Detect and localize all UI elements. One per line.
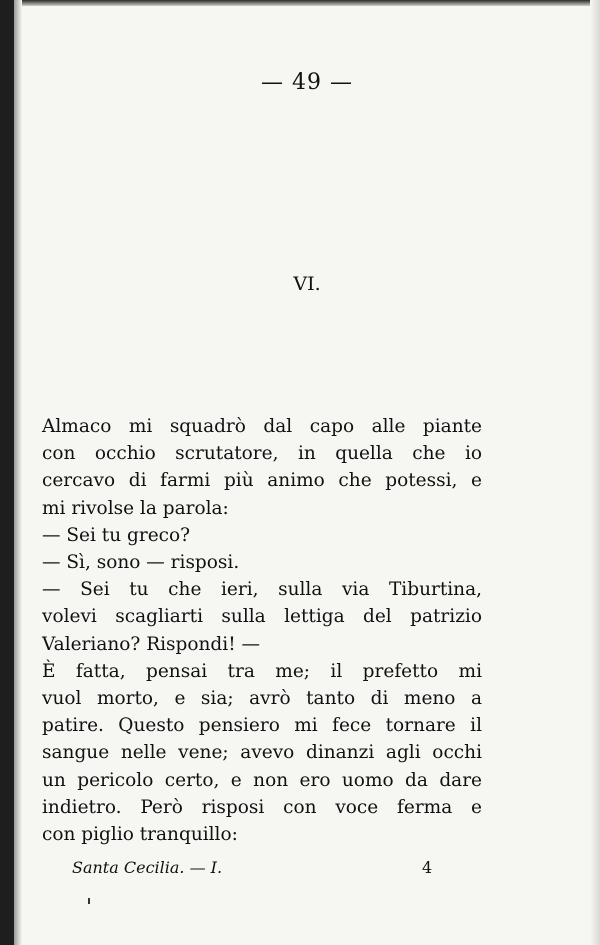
- sheet-number: 4: [422, 858, 433, 877]
- signature-mark: Santa Cecilia. — I.: [72, 858, 223, 877]
- text-line: sangue nelle vene; avevo dinanzi agli occhi: [42, 742, 482, 764]
- text-line: indietro. Però risposi con voce ferma e: [42, 796, 482, 818]
- text-line: patire. Questo pensiero mi fece tornare il: [42, 715, 482, 737]
- text-line: — Sei tu greco?: [42, 524, 191, 546]
- chapter-heading: VI.: [293, 273, 321, 295]
- text-line: Almaco mi squadrò dal capo alle piante: [42, 416, 482, 437]
- page-gutter-shadow: [14, 0, 22, 945]
- page-number-header: — 49 —: [261, 70, 353, 95]
- text-line: È fatta, pensai tra me; il prefetto mi: [42, 660, 482, 682]
- text-line: con piglio tranquillo:: [42, 824, 238, 846]
- page-footer: [72, 858, 452, 877]
- text-line: cercavo di farmi più animo che potessi, e: [42, 470, 482, 492]
- text-line: un pericolo certo, e non ero uomo da dare: [42, 769, 482, 791]
- page-top-edge: [14, 0, 600, 6]
- text-line: mi rivolse la parola:: [42, 497, 229, 519]
- text-line: — Sì, sono — risposi.: [42, 552, 240, 574]
- text-line: Valeriano? Rispondi! —: [42, 633, 261, 655]
- text-line: con occhio scrutatore, in quella che io: [42, 443, 482, 465]
- print-speck: [88, 898, 90, 904]
- body-text: [42, 413, 482, 848]
- text-line: — Sei tu che ieri, sulla via Tiburtina,: [42, 579, 482, 601]
- text-line: volevi scagliarti sulla lettiga del patrizio: [42, 606, 482, 628]
- text-line: vuol morto, e sia; avrò tanto di meno a: [42, 688, 482, 710]
- page-right-edge: [590, 0, 600, 945]
- book-page: [14, 0, 600, 945]
